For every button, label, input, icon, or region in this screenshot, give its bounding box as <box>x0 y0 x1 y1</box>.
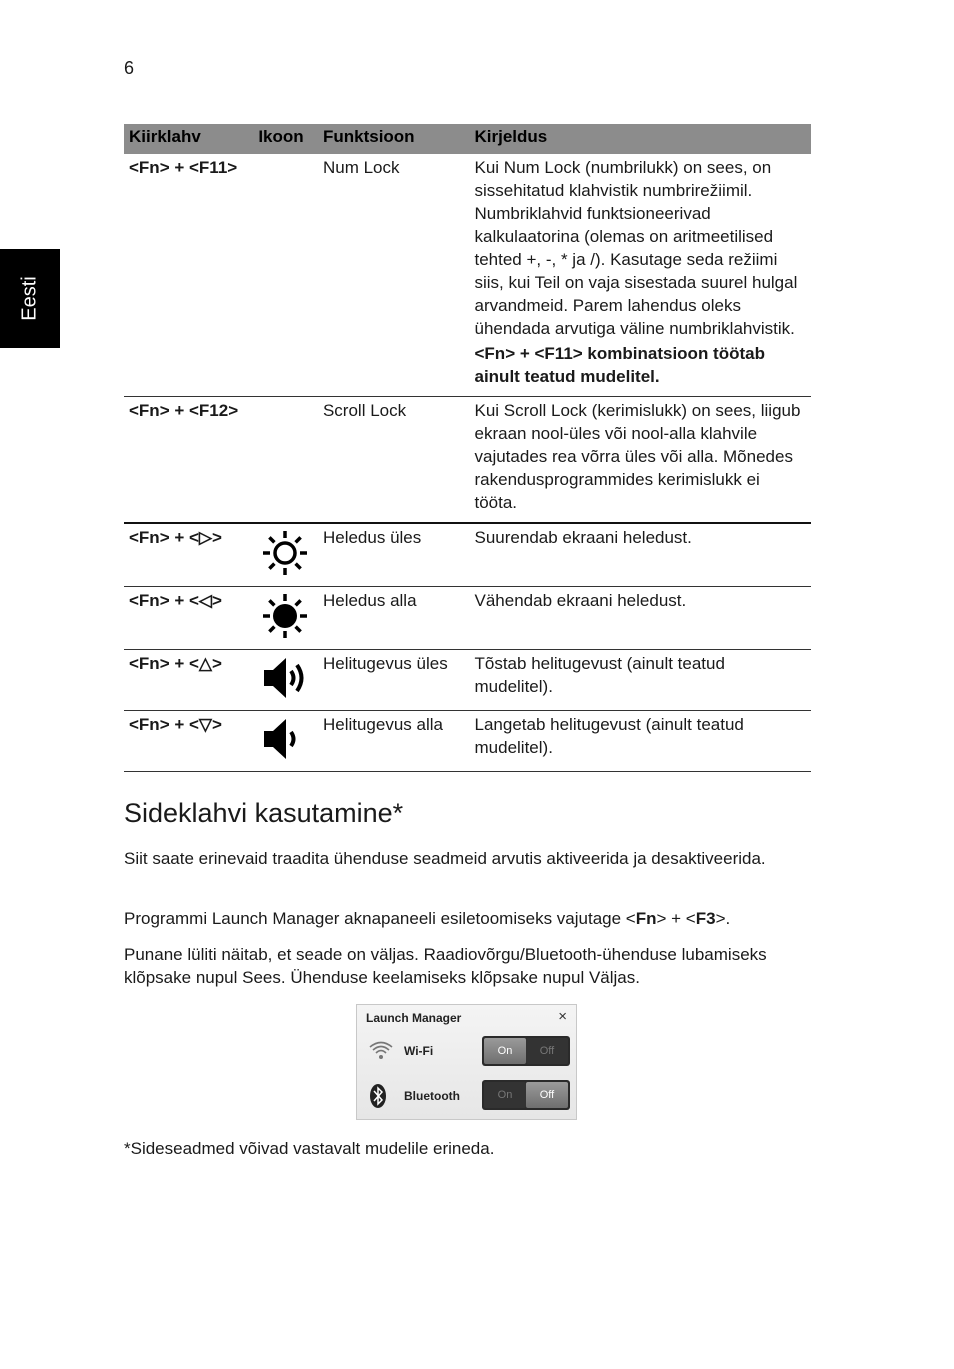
p2-text-start: Programmi Launch Manager aknapaneeli esiletoomiseks vajutage < <box>124 909 636 928</box>
table-row <box>124 523 811 587</box>
function-cell: Num Lock <box>322 158 400 177</box>
brightness-up-icon <box>260 528 310 578</box>
paragraph-launch-manager <box>124 907 814 930</box>
table-header-row <box>124 124 811 154</box>
close-icon[interactable]: × <box>558 1008 567 1025</box>
volume-down-icon <box>260 715 310 763</box>
volume-up-icon <box>260 654 310 702</box>
icon-cell <box>253 711 318 772</box>
bluetooth-icon <box>368 1083 388 1109</box>
hotkey-cell: <Fn> + <△> <box>124 650 253 711</box>
language-side-tab <box>0 249 60 348</box>
hotkey-cell: <Fn> + <▽> <box>124 711 253 772</box>
function-cell: Helitugevus üles <box>318 650 470 711</box>
header-description: Kirjeldus <box>470 124 812 154</box>
hotkey-cell: <Fn> + <F12> <box>124 397 253 524</box>
table-row <box>124 711 811 772</box>
description-cell: Tõstab helitugevust (ainult teatud mudelitel). <box>470 650 812 711</box>
function-cell: Heledus alla <box>318 587 470 650</box>
paragraph-intro: Siit saate erinevaid traadita ühenduse seadmeid arvutis aktiveerida ja desaktiveerida. <box>124 849 766 868</box>
wifi-off-button[interactable]: Off <box>526 1038 568 1064</box>
table-row <box>124 650 811 711</box>
language-label: Eesti <box>18 276 41 321</box>
launch-manager-title: Launch Manager <box>366 1011 462 1025</box>
wifi-toggle[interactable] <box>482 1036 570 1066</box>
table-row <box>124 154 811 397</box>
wifi-on-button[interactable]: On <box>484 1038 526 1064</box>
icon-cell <box>253 397 318 524</box>
bluetooth-label: Bluetooth <box>404 1089 460 1103</box>
page-number: 6 <box>124 58 135 78</box>
table-row <box>124 587 811 650</box>
description-cell: Vähendab ekraani heledust. <box>470 587 812 650</box>
header-function: Funktsioon <box>318 124 470 154</box>
bluetooth-on-button[interactable]: On <box>484 1082 526 1108</box>
description-cell <box>470 154 812 397</box>
paragraph-switch-info: Punane lüliti näitab, et seade on väljas. Raadiovõrgu/Bluetooth-ühenduse lubamiseks klõpsake nupul Sees. Ühenduse keelamiseks klõpsake nupul Väljas. <box>124 945 767 987</box>
description-cell: Langetab helitugevust (ainult teatud mudelitel). <box>470 711 812 772</box>
footnote: *Sideseadmed võivad vastavalt mudelile erineda. <box>124 1139 495 1158</box>
brightness-down-icon <box>260 591 310 641</box>
description-text: Kui Num Lock (numbrilukk) on sees, on sissehitatud klahvistik numbrirežiimil. Numbriklahvid funktsioneerivad kalkulaatorina (olemas on aritmeetilised tehted +, -, * ja /). Kasutage seda režiimi siis, kui Teil on vaja sisestada suurel hulgal arvandmeid. Parem lahendus oleks ühendada arvutiga väline numbriklahvistik. <box>474 158 798 338</box>
bluetooth-off-button[interactable]: Off <box>526 1082 568 1108</box>
icon-cell <box>253 650 318 711</box>
launch-manager-panel <box>356 1004 577 1120</box>
hotkey-cell: <Fn> + <▷> <box>124 523 253 587</box>
function-cell: Scroll Lock <box>318 397 470 524</box>
wifi-label: Wi-Fi <box>404 1044 434 1058</box>
section-title: Sideklahvi kasutamine* <box>124 798 404 828</box>
description-cell: Kui Scroll Lock (kerimislukk) on sees, liigub ekraan nool-üles või nool-alla klahvile vajutades rea võrra üles või alla. Mõnedes rakendusprogrammides kerimislukk ei tööta. <box>470 397 812 524</box>
key-fn: Fn <box>635 909 657 928</box>
wifi-icon <box>368 1039 394 1061</box>
p2-text-mid: > + < <box>656 909 696 928</box>
model-note: <Fn> + <F11> kombinatsioon töötab ainult teatud mudelitel. <box>474 344 765 386</box>
icon-cell <box>253 154 318 397</box>
key-f3: F3 <box>695 909 716 928</box>
hotkey-cell: <Fn> + <F11> <box>129 158 238 177</box>
hotkey-table <box>124 124 811 772</box>
icon-cell <box>253 587 318 650</box>
hotkey-cell: <Fn> + <◁> <box>124 587 253 650</box>
p2-text-end: >. <box>715 909 731 928</box>
icon-cell <box>253 523 318 587</box>
description-cell: Suurendab ekraani heledust. <box>470 523 812 587</box>
bluetooth-toggle[interactable] <box>482 1080 570 1110</box>
header-hotkey: Kiirklahv <box>124 124 253 154</box>
table-row <box>124 397 811 524</box>
function-cell: Heledus üles <box>318 523 470 587</box>
function-cell: Helitugevus alla <box>318 711 470 772</box>
header-icon: Ikoon <box>253 124 318 154</box>
